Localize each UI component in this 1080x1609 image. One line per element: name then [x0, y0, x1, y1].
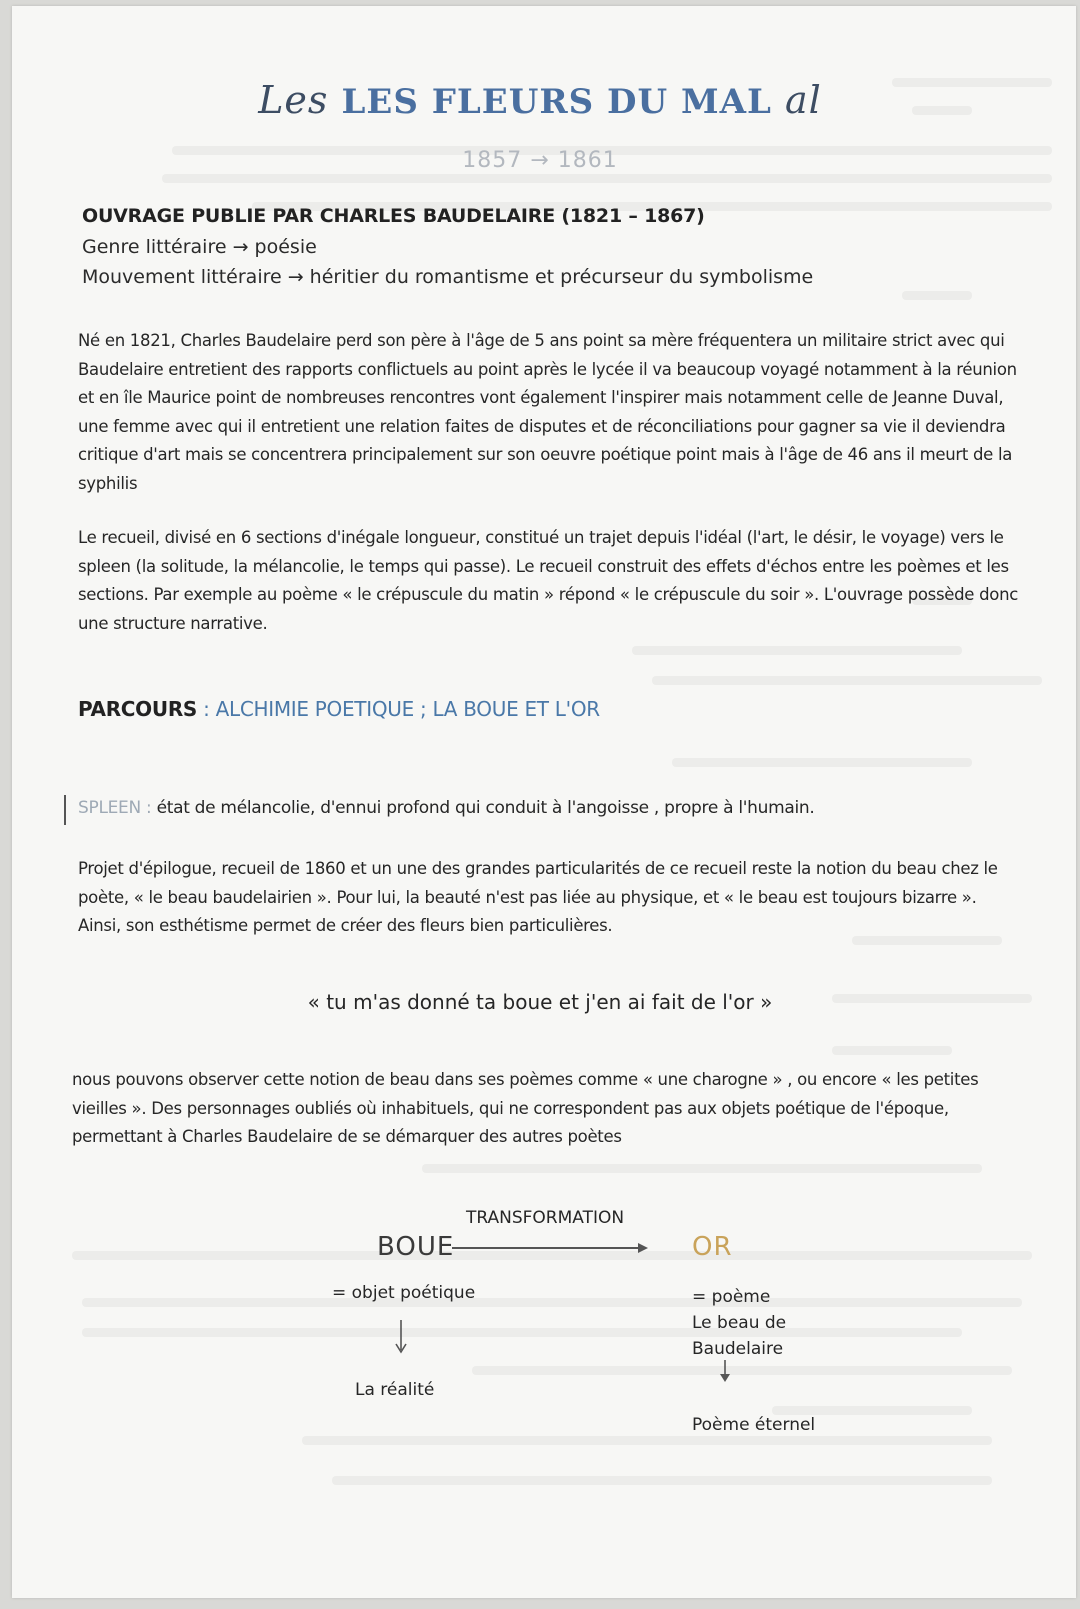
- baudelaire-quote: « tu m'as donné ta boue et j'en ai fait de l'or »: [307, 990, 773, 1014]
- bleed-through-line: [652, 676, 1042, 685]
- transformation-arrow: [450, 1238, 650, 1258]
- spleen-text: état de mélancolie, d'ennui profond qui conduit à l'angoisse , propre à l'humain.: [156, 798, 815, 818]
- title-suffix: al: [784, 78, 822, 122]
- boue-description: = objet poétique: [332, 1283, 476, 1303]
- biography-paragraph: Né en 1821, Charles Baudelaire perd son père à l'âge de 5 ans point sa mère fréquentera un militaire strict avec qui Baudelaire entretient des rapports conflictuels au point après le lycée il va beaucoup voyagé notamment à la réunion et en île Maurice point de nombreuses rencontres vont également l'inspirer mais notamment celle de Jeanne Duval, une femme avec qui il entretient une relation faites de disputes et de réconciliations pour gagner sa vie il deviendra critique d'art mais se concentrera principalement sur son oeuvre poétique point mais à l'âge de 46 ans il meurt de la syphilis: [78, 331, 1017, 493]
- or-desc-line: Baudelaire: [692, 1339, 784, 1359]
- bleed-through-line: [832, 1046, 952, 1055]
- beauty-paragraph: nous pouvons observer cette notion de beau dans ses poèmes comme « une charogne » , ou encore « les petites vieilles ». Des personnages oubliés où inhabituels, qui ne correspondent pas aux objets poétique de l'époque, permettant à Charles Baudelaire de se démarquer des autres poètes: [72, 1070, 979, 1146]
- bleed-through-line: [422, 1164, 982, 1173]
- or-desc-line: = poème: [692, 1287, 771, 1307]
- bleed-through-line: [82, 1298, 1022, 1307]
- spleen-term: SPLEEN :: [78, 798, 152, 818]
- transformation-label: TRANSFORMATION: [466, 1208, 625, 1228]
- spleen-definition: [78, 798, 814, 818]
- parcours-label: PARCOURS: [78, 697, 198, 721]
- bleed-through-line: [902, 291, 972, 300]
- bleed-through-line: [302, 1436, 992, 1445]
- parcours-line: [78, 697, 600, 721]
- or-desc-line: Le beau de: [692, 1313, 787, 1333]
- page-title: [0, 78, 1080, 122]
- down-arrow-icon: [718, 1360, 732, 1384]
- bleed-through-line: [772, 1406, 972, 1415]
- or-label: OR: [692, 1232, 733, 1262]
- boue-result: La réalité: [355, 1380, 435, 1400]
- title-main: LES FLEURS DU MAL: [341, 82, 772, 122]
- section-heading: OUVRAGE PUBLIE PAR CHARLES BAUDELAIRE (1821 – 1867): [82, 205, 705, 227]
- genre-line: Genre littéraire → poésie: [82, 236, 317, 258]
- epilogue-paragraph: Projet d'épilogue, recueil de 1860 et un une des grandes particularités de ce recueil reste la notion du beau chez le poète, « le beau baudelairien ». Pour lui, la beauté n'est pas liée au physique, et « le beau est toujours bizarre ». Ainsi, son esthétisme permet de créer des fleurs bien particulières.: [78, 859, 998, 935]
- bleed-through-line: [672, 758, 972, 767]
- bleed-through-line: [332, 1476, 992, 1485]
- publication-dates: 1857 → 1861: [462, 148, 618, 173]
- bleed-through-line: [162, 174, 1052, 183]
- boue-label: BOUE: [377, 1232, 455, 1262]
- bleed-through-line: [472, 1366, 1012, 1375]
- parcours-value: : ALCHIMIE POETIQUE ; LA BOUE ET L'OR: [203, 697, 600, 721]
- title-prefix: Les: [258, 78, 329, 122]
- or-result: Poème éternel: [692, 1415, 816, 1435]
- down-arrow-icon: [394, 1320, 408, 1358]
- bleed-through-line: [82, 1328, 962, 1337]
- margin-bar: [64, 795, 66, 825]
- or-description: [692, 1284, 786, 1362]
- bleed-through-line: [632, 646, 962, 655]
- collection-paragraph: Le recueil, divisé en 6 sections d'inégale longueur, constitué un trajet depuis l'idéal (l'art, le désir, le voyage) vers le spleen (la solitude, la mélancolie, le temps qui passe). Le recueil construit des effets d'échos entre les poèmes et les sections. Par exemple au poème « le crépuscule du matin » répond « le crépuscule du soir ». L'ouvrage possède donc une structure narrative.: [78, 528, 1018, 633]
- movement-line: Mouvement littéraire → héritier du romantisme et précurseur du symbolisme: [82, 266, 814, 288]
